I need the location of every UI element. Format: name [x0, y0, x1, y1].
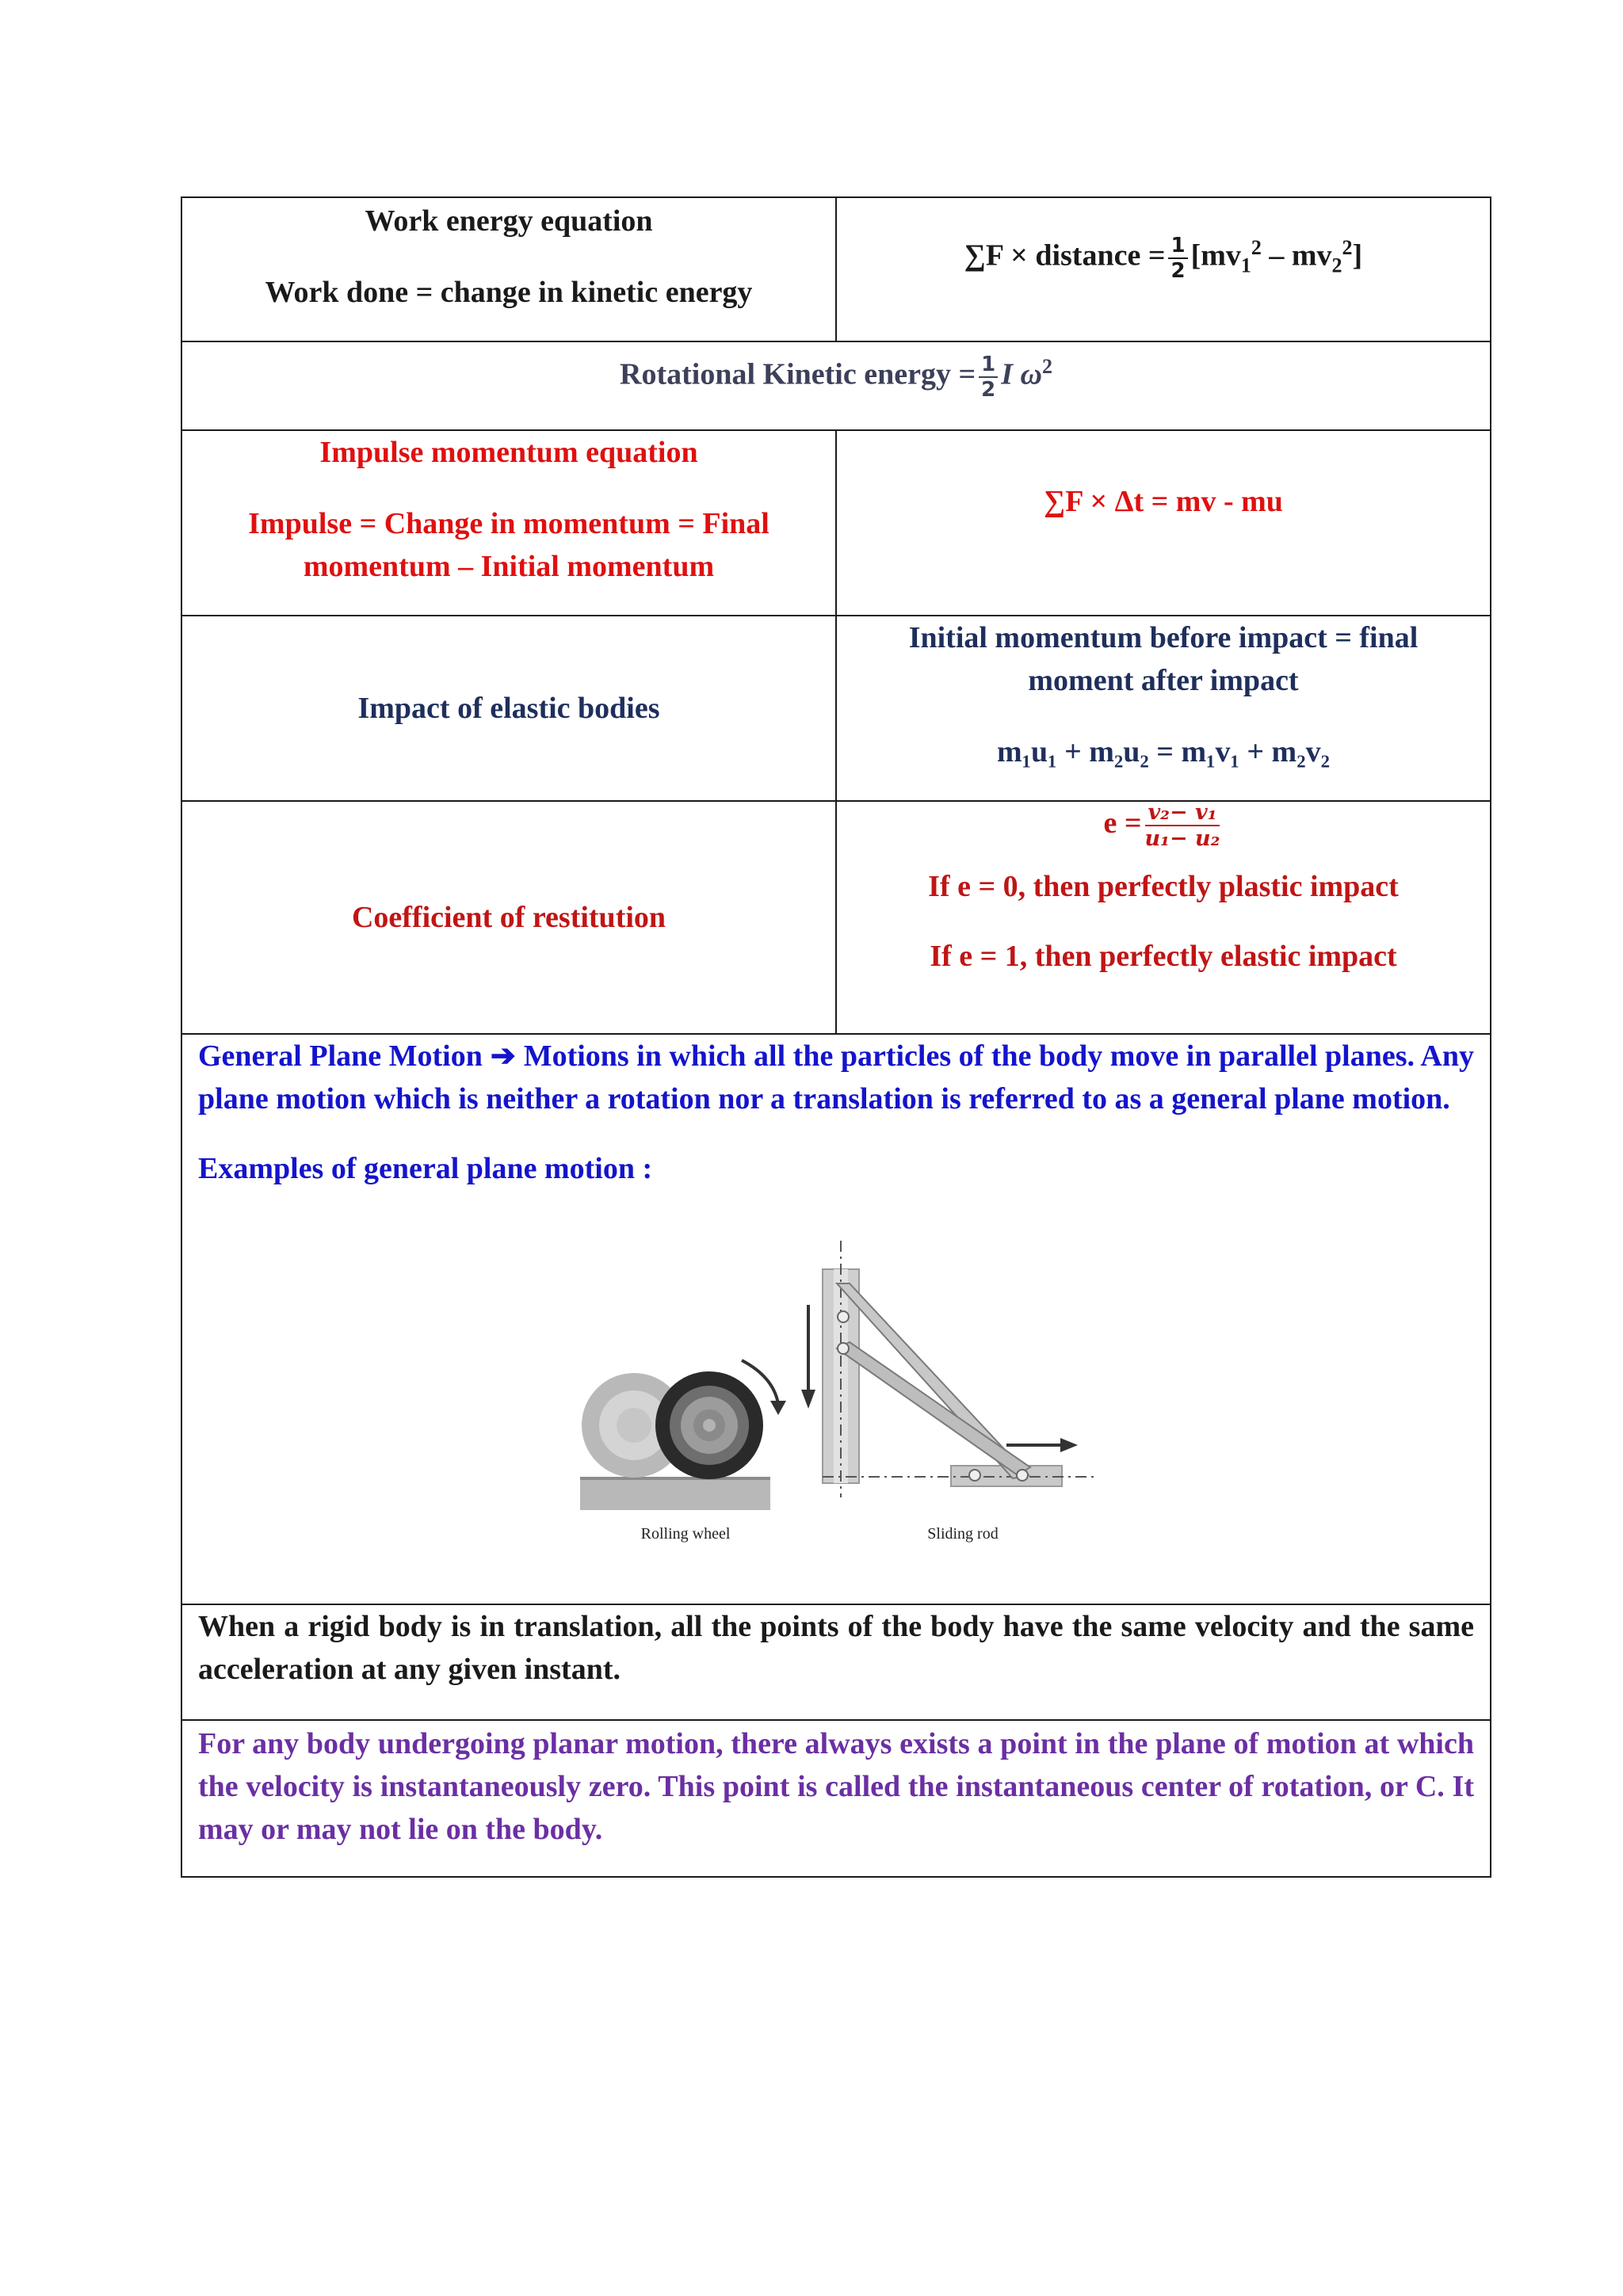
restitution-row [181, 801, 1491, 1034]
work-energy-label-cell [181, 197, 836, 341]
general-plane-figure [182, 1190, 1491, 1562]
sub-2: 2 [1331, 254, 1342, 277]
rot-frac-num: 1 [979, 354, 998, 378]
restitution-case-1: If e = 1, then perfectly elastic impact [930, 940, 1397, 974]
rotational-sup: 2 [1041, 355, 1052, 378]
formula-close: ] [1352, 238, 1363, 273]
impact-label: Impact of elastic bodies [357, 692, 660, 725]
frac-den: 2 [1170, 258, 1186, 283]
e-equals: e = [1103, 807, 1142, 840]
impact-statement: Initial momentum before impact = final moment after impact [908, 621, 1419, 697]
general-plane-term: General Plane Motion [198, 1039, 483, 1073]
work-energy-statement: Work done = change in kinetic energy [265, 276, 753, 309]
icr-text: For any body undergoing planar motion, there always exists a point in the plane of motion at which the velocity is instantaneously zero. This point is called the instantaneous center of rotation, or C. It may or may not lie on the body. [198, 1727, 1474, 1846]
impact-label-cell [181, 616, 836, 801]
sub-1: 1 [1240, 254, 1251, 277]
formula-rhs-open: [mv [1190, 238, 1241, 273]
sup-2: 2 [1342, 236, 1353, 259]
rotational-lhs: Rotational Kinetic energy = [620, 357, 976, 391]
rot-frac-den: 2 [981, 377, 996, 402]
restitution-formula [837, 800, 1490, 852]
translation-text: When a rigid body is in translation, all the points of the body have the same velocity and the same acceleration at any given instant. [198, 1610, 1474, 1686]
caption-sliding-rod: Sliding rod [927, 1525, 999, 1543]
impulse-row [181, 430, 1491, 616]
figure-area [182, 1190, 1490, 1562]
impulse-formula: ∑F × Δt = mv - mu [1044, 485, 1283, 518]
rotational-formula [182, 342, 1490, 400]
restitution-case-0: If e = 0, then perfectly plastic impact [928, 870, 1399, 904]
icr-cell [181, 1720, 1491, 1877]
icr-row [181, 1720, 1491, 1877]
formula-mid: – mv [1261, 238, 1332, 273]
arrow-right-icon: ➔ [490, 1039, 516, 1073]
translation-cell [181, 1604, 1491, 1720]
rolling-wheel-illustration [580, 1360, 786, 1510]
formula-lhs: ∑F × distance = [964, 238, 1166, 273]
ground-block [580, 1477, 770, 1510]
rotational-row [181, 341, 1491, 430]
impulse-heading: Impulse momentum equation [319, 436, 698, 469]
rotational-half-fraction [979, 354, 998, 400]
impulse-label-cell [181, 430, 836, 616]
sup-1: 2 [1251, 236, 1262, 259]
work-energy-formula [837, 198, 1490, 287]
general-plane-cell [181, 1034, 1491, 1604]
restitution-num: v₂− v₁ [1145, 802, 1220, 826]
examples-heading: Examples of general plane motion : [198, 1152, 653, 1185]
rod-lower [837, 1342, 1030, 1475]
work-energy-row [181, 197, 1491, 341]
translation-row [181, 1604, 1491, 1720]
formula-table [181, 196, 1491, 1878]
general-plane-row [181, 1034, 1491, 1604]
restitution-den: u₁− u₂ [1144, 826, 1220, 852]
restitution-label: Coefficient of restitution [351, 901, 666, 934]
impact-row [181, 616, 1491, 801]
work-energy-heading: Work energy equation [365, 204, 653, 238]
sliding-rod-illustration [801, 1241, 1094, 1497]
frac-num: 1 [1168, 235, 1187, 259]
caption-rolling-wheel: Rolling wheel [640, 1525, 731, 1543]
impact-formula: m₁u₁ + m₂u₂ = m₁v₁ + m₂v₂ [997, 735, 1330, 769]
impulse-formula-cell [836, 430, 1491, 616]
restitution-fraction [1144, 800, 1220, 852]
general-plane-paragraph [182, 1035, 1490, 1120]
half-fraction [1168, 235, 1187, 281]
impact-formula-cell [836, 616, 1491, 801]
rotational-rhs: I ω [1001, 357, 1042, 391]
rotational-cell [181, 341, 1491, 430]
general-plane-definition: Motions in which all the particles of the body move in parallel planes. Any plane motion which is neither a rotation nor a translation is referred to as a general plane motion. [198, 1039, 1474, 1116]
impulse-statement: Impulse = Change in momentum = Final momentum – Initial momentum [248, 507, 769, 583]
restitution-label-cell [181, 801, 836, 1034]
work-energy-formula-cell [836, 197, 1491, 341]
restitution-formula-cell [836, 801, 1491, 1034]
